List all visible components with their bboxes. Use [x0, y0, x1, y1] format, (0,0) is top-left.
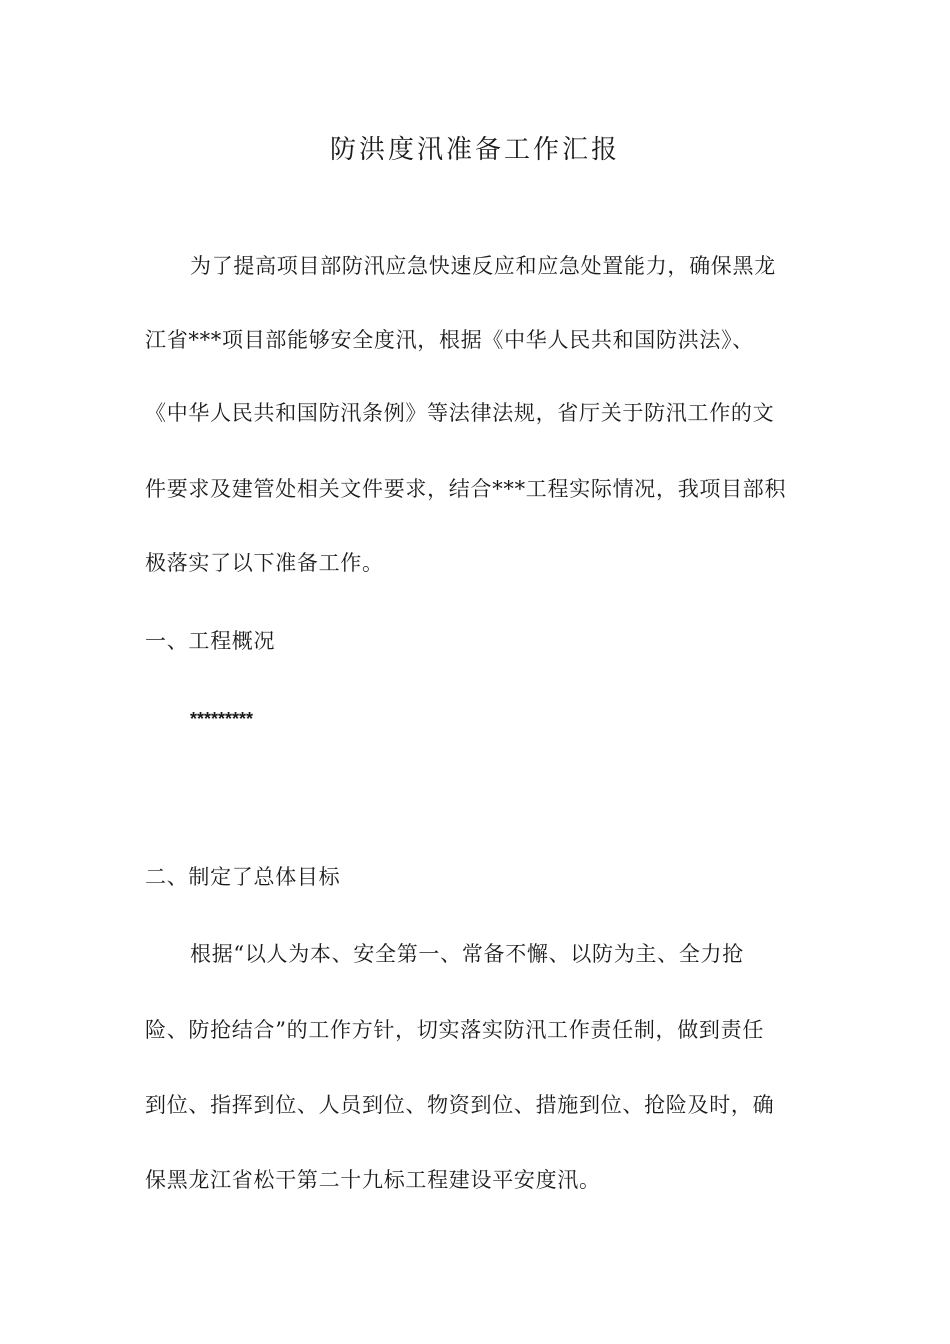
- section-2-line-1: 根据“以人为本、安全第一、常备不懈、以防为主、全力抢: [190, 942, 744, 966]
- intro-line-1: 为了提高项目部防汛应急快速反应和应急处置能力，确保黑龙: [190, 254, 776, 278]
- page-title: 防洪度汛准备工作汇报: [329, 135, 620, 165]
- section-2-line-4: 保黑龙江省松干第二十九标工程建设平安度汛。: [145, 1168, 601, 1192]
- section-2-line-2: 险、防抢结合”的工作方针，切实落实防汛工作责任制，做到责任: [145, 1018, 765, 1042]
- intro-line-4: 件要求及建管处相关文件要求，结合***工程实际情况，我项目部积: [145, 477, 787, 501]
- section-1-content: *********: [190, 709, 254, 729]
- intro-line-2: 江省***项目部能够安全度汛，根据《中华人民共和国防洪法》、: [145, 328, 754, 352]
- intro-line-5: 极落实了以下准备工作。: [145, 551, 384, 575]
- section-1-heading: 一、工程概况: [145, 629, 276, 653]
- section-2-line-3: 到位、指挥到位、人员到位、物资到位、措施到位、抢险及时，确: [145, 1093, 775, 1117]
- intro-line-3: 《中华人民共和国防汛条例》等法律法规，省厅关于防汛工作的文: [145, 401, 775, 425]
- section-2-heading: 二、制定了总体目标: [145, 865, 341, 889]
